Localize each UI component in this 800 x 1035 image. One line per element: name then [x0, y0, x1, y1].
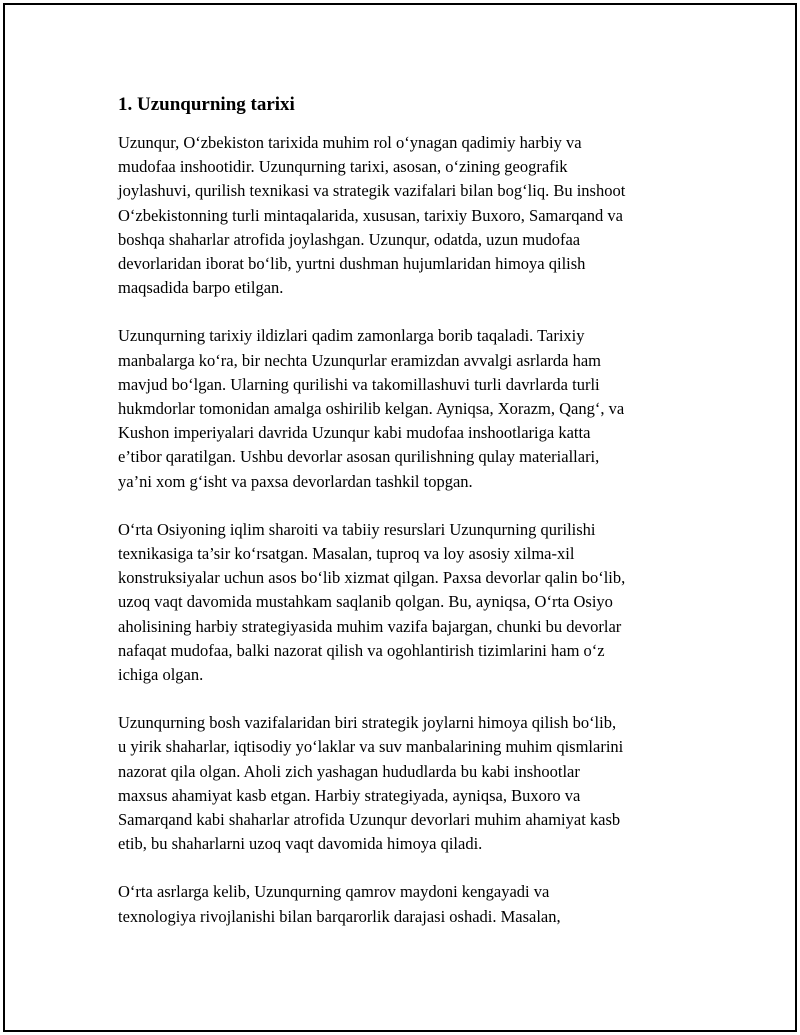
- text-line: maqsadida barpo etilgan.: [118, 278, 284, 298]
- text-line: uzoq vaqt davomida mustahkam saqlanib qolgan. Bu, ayniqsa, O‘rta Osiyo: [118, 592, 613, 612]
- text-line: nafaqat mudofaa, balki nazorat qilish va ogohlantirish tizimlarini ham o‘z: [118, 640, 605, 660]
- paragraph: [118, 518, 678, 687]
- text-line: Uzunqurning bosh vazifalaridan biri strategik joylarni himoya qilish bo‘lib,: [118, 713, 617, 733]
- text-line: joylashuvi, qurilish texnikasi va strategik vazifalari bilan bog‘liq. Bu inshoot: [118, 181, 626, 201]
- text-line: etib, bu shaharlarni uzoq vaqt davomida himoya qiladi.: [118, 834, 483, 854]
- paragraph: [118, 880, 678, 928]
- text-line: aholisining harbiy strategiyasida muhim vazifa bajargan, chunki bu devorlar: [118, 616, 622, 636]
- text-line: hukmdorlar tomonidan amalga oshirilib kelgan. Ayniqsa, Xorazm, Qang‘, va: [118, 399, 625, 419]
- text-line: ichiga olgan.: [118, 665, 204, 685]
- text-line: manbalarga ko‘ra, bir nechta Uzunqurlar eramizdan avvalgi asrlarda ham: [118, 350, 602, 370]
- text-line: O‘zbekistonning turli mintaqalarida, xususan, tarixiy Buxoro, Samarqand va: [118, 205, 623, 225]
- text-line: Kushon imperiyalari davrida Uzunqur kabi mudofaa inshootlariga katta: [118, 423, 591, 443]
- text-line: texnologiya rivojlanishi bilan barqarorlik darajasi oshadi. Masalan,: [118, 906, 561, 926]
- document-body: [118, 93, 678, 953]
- text-line: Uzunqur, O‘zbekiston tarixida muhim rol o‘ynagan qadimiy harbiy va: [118, 133, 582, 152]
- text-line: ya’ni xom g‘isht va paxsa devorlardan tashkil topgan.: [118, 471, 473, 491]
- text-line: maxsus ahamiyat kasb etgan. Harbiy strategiyada, ayniqsa, Buxoro va: [118, 785, 581, 805]
- text-line: e’tibor qaratilgan. Ushbu devorlar asosan qurilishning qulay materiallari,: [118, 447, 600, 467]
- text-line: mavjud bo‘lgan. Ularning qurilishi va takomillashuvi turli davrlarda turli: [118, 374, 600, 394]
- paragraph: [118, 711, 678, 856]
- section-heading: 1. Uzunqurning tarixi: [118, 94, 295, 115]
- text-line: texnikasiga ta’sir ko‘rsatgan. Masalan, tuproq va loy asosiy xilma-xil: [118, 544, 575, 564]
- text-line: O‘rta Osiyoning iqlim sharoiti va tabiiy resurslari Uzunqurning qurilishi: [118, 519, 596, 539]
- text-line: Uzunqurning tarixiy ildizlari qadim zamonlarga borib taqaladi. Tarixiy: [118, 326, 585, 346]
- text-line: nazorat qila olgan. Aholi zich yashagan hududlarda bu kabi inshootlar: [118, 761, 580, 781]
- text-line: mudofaa inshootidir. Uzunqurning tarixi, asosan, o‘zining geografik: [118, 157, 568, 177]
- text-line: u yirik shaharlar, iqtisodiy yo‘laklar va suv manbalarining muhim qismlarini: [118, 737, 624, 757]
- text-line: Samarqand kabi shaharlar atrofida Uzunqur devorlari muhim ahamiyat kasb: [118, 810, 621, 830]
- text-line: boshqa shaharlar atrofida joylashgan. Uzunqur, odatda, uzun mudofaa: [118, 229, 581, 249]
- text-line: konstruksiyalar uchun asos bo‘lib xizmat qilgan. Paxsa devorlar qalin bo‘lib,: [118, 568, 626, 588]
- paragraph: [118, 324, 678, 493]
- text-line: devorlaridan iborat bo‘lib, yurtni dushman hujumlaridan himoya qilish: [118, 254, 586, 274]
- paragraph: [118, 131, 678, 300]
- text-line: O‘rta asrlarga kelib, Uzunqurning qamrov maydoni kengayadi va: [118, 882, 550, 902]
